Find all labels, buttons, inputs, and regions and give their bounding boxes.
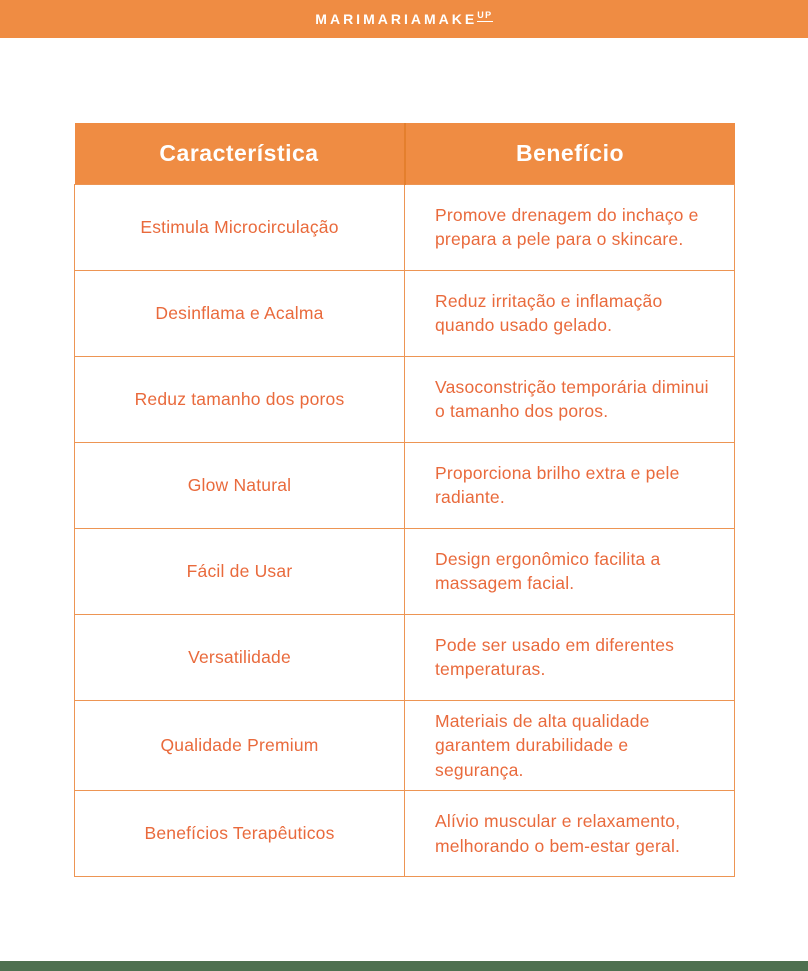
table-row — [75, 270, 735, 356]
table-row — [75, 614, 735, 700]
feature-cell: Estimula Microcirculação — [75, 184, 405, 270]
top-banner — [0, 0, 808, 38]
benefit-cell: Design ergonômico facilita a massagem facial. — [405, 528, 735, 614]
table-row — [75, 791, 735, 877]
footer-bar — [0, 961, 808, 971]
brand-logo — [315, 11, 492, 27]
table-row — [75, 700, 735, 791]
content-area — [74, 123, 734, 877]
benefit-cell: Pode ser usado em diferentes temperaturas. — [405, 614, 735, 700]
benefit-cell: Alívio muscular e relaxamento, melhorando o bem-estar geral. — [405, 791, 735, 877]
feature-cell: Versatilidade — [75, 614, 405, 700]
benefit-cell: Vasoconstrição temporária diminui o tamanho dos poros. — [405, 356, 735, 442]
benefit-cell: Materiais de alta qualidade garantem durabilidade e segurança. — [405, 700, 735, 791]
brand-logo-text: MARIMARIAMAKE — [315, 11, 478, 27]
feature-cell: Glow Natural — [75, 442, 405, 528]
table-row — [75, 356, 735, 442]
column-header-caracteristica: Característica — [75, 123, 405, 184]
feature-cell: Qualidade Premium — [75, 700, 405, 791]
features-benefits-table — [74, 123, 735, 877]
feature-cell: Desinflama e Acalma — [75, 270, 405, 356]
table-row — [75, 528, 735, 614]
feature-cell: Reduz tamanho dos poros — [75, 356, 405, 442]
benefit-cell: Promove drenagem do inchaço e prepara a pele para o skincare. — [405, 184, 735, 270]
benefit-cell: Reduz irritação e inflamação quando usado gelado. — [405, 270, 735, 356]
table-row — [75, 442, 735, 528]
brand-logo-superscript: UP — [477, 10, 493, 20]
table-body — [75, 184, 735, 877]
table-row — [75, 184, 735, 270]
feature-cell: Fácil de Usar — [75, 528, 405, 614]
feature-cell: Benefícios Terapêuticos — [75, 791, 405, 877]
column-header-beneficio: Benefício — [405, 123, 735, 184]
table-header-row — [75, 123, 735, 184]
benefit-cell: Proporciona brilho extra e pele radiante. — [405, 442, 735, 528]
